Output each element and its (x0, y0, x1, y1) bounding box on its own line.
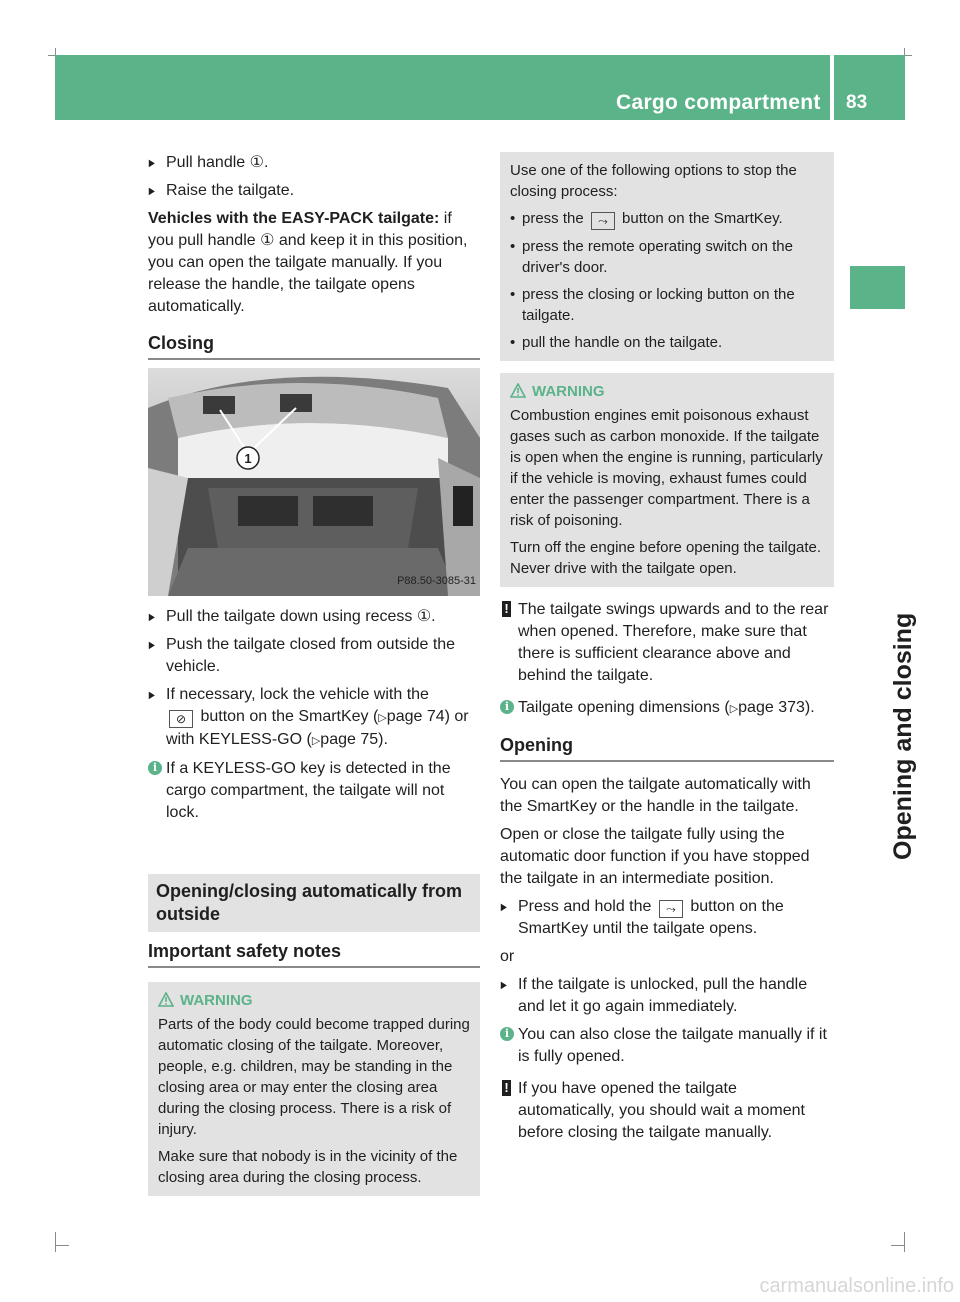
page-number: 83 (846, 92, 868, 113)
warning-box-exhaust (500, 373, 834, 587)
header-separator (830, 55, 834, 120)
lock-key-icon: ⊘ (169, 710, 193, 728)
warning-icon (158, 992, 174, 1007)
stop-option: • press the remote operating switch on the driver's door. (510, 236, 824, 278)
step-push-closed: ▶ Push the tailgate closed from outside the vehicle. (148, 634, 480, 678)
opening-text: Open or close the tailgate fully using the automatic door function if you have stopped the tailgate in an intermediate position. (500, 826, 810, 887)
info-icon: i (148, 761, 162, 775)
info-icon: i (500, 1027, 514, 1041)
photo-callout: 1 (244, 451, 252, 466)
stop-intro: Use one of the following options to stop the closing process: (510, 162, 797, 200)
crop-mark (904, 1232, 905, 1252)
step-lock-vehicle: ▶ If necessary, lock the vehicle with the ⊘ button on the SmartKey (▷page 74) or with KEYLESS-GO (▷page 75). (148, 684, 480, 752)
warning-text: Turn off the engine before opening the tailgate. Never drive with the tailgate open. (510, 539, 822, 577)
tailgate-key-icon: ⤳ (591, 212, 615, 230)
step-press-hold: ▶ Press and hold the ⤳ button on the SmartKey until the tailgate opens. (500, 896, 834, 940)
crop-mark (891, 1245, 905, 1246)
info-icon: i (500, 700, 514, 714)
crop-mark (55, 1245, 69, 1246)
or-text: or (500, 948, 515, 965)
stop-option: • press the ⤳ button on the SmartKey. (510, 208, 824, 230)
stop-options-box (500, 152, 834, 361)
note-wait: ! If you have opened the tailgate automatically, you should wait a moment before closing the tailgate manually. (500, 1078, 834, 1144)
stop-option: • press the closing or locking button on the tailgate. (510, 284, 824, 326)
right-column (500, 152, 834, 1154)
step-pull-down: ▶ Pull the tailgate down using recess ①. (148, 606, 480, 628)
left-column (148, 152, 480, 1208)
section-heading: Opening/closing automatically from outside (148, 874, 480, 932)
step-raise-tailgate: ▶ Raise the tailgate. (148, 180, 480, 202)
photo-code: P88.50-3085-31 (397, 575, 476, 587)
chapter-label: Opening and closing (889, 612, 917, 860)
info-keyless: i If a KEYLESS-GO key is detected in the cargo compartment, the tailgate will not lock. (148, 758, 480, 824)
warning-text: Parts of the body could become trapped during automatic closing of the tailgate. Moreover, people, e.g. children, may be standing in the closing area or may enter the closing area during the closing process. There is a risk of injury. (158, 1016, 470, 1138)
info-dimensions: i Tailgate opening dimensions (▷page 373). (500, 697, 834, 720)
warning-text: Make sure that nobody is in the vicinity of the closing area during the closing process. (158, 1148, 458, 1186)
safety-heading: Important safety notes (148, 940, 480, 968)
step-pull-handle: ▶ Pull handle ①. (148, 152, 480, 174)
warning-label: WARNING (532, 383, 605, 400)
warning-label: WARNING (180, 992, 253, 1009)
opening-heading: Opening (500, 734, 834, 762)
step-pull-handle-unlocked: ▶ If the tailgate is unlocked, pull the handle and let it go again immediately. (500, 974, 834, 1018)
chapter-tab (850, 266, 905, 309)
note-swing: ! The tailgate swings upwards and to the rear when opened. Therefore, make sure that there is sufficient clearance above and behind the tailgate. (500, 599, 834, 687)
tailgate-photo (148, 368, 480, 596)
warning-icon (510, 383, 526, 398)
warning-text: Combustion engines emit poisonous exhaust gases such as carbon monoxide. If the tailgate is open when the engine is running, particularly if the vehicle is moving, exhaust fumes could enter the passenger compartment. There is a risk of poisoning. (510, 407, 823, 529)
page-title: Cargo compartment (616, 91, 821, 114)
tailgate-key-icon: ⤳ (659, 900, 683, 918)
exclamation-icon: ! (502, 1080, 511, 1096)
opening-text: You can open the tailgate automatically with the SmartKey or the handle in the tailgate. (500, 776, 811, 815)
stop-option: • pull the handle on the tailgate. (510, 332, 824, 353)
warning-box-trap (148, 982, 480, 1196)
exclamation-icon: ! (502, 601, 511, 617)
watermark: carmanualsonline.info (759, 1275, 954, 1297)
crop-mark (55, 1232, 56, 1252)
closing-heading: Closing (148, 332, 480, 360)
info-manual: i You can also close the tailgate manually if it is fully opened. (500, 1024, 834, 1068)
easy-pack-paragraph: Vehicles with the EASY-PACK tailgate: if you pull handle ① and keep it in this position, you can open the tailgate manually. If you release the handle, the tailgate opens automatically. (148, 210, 468, 315)
